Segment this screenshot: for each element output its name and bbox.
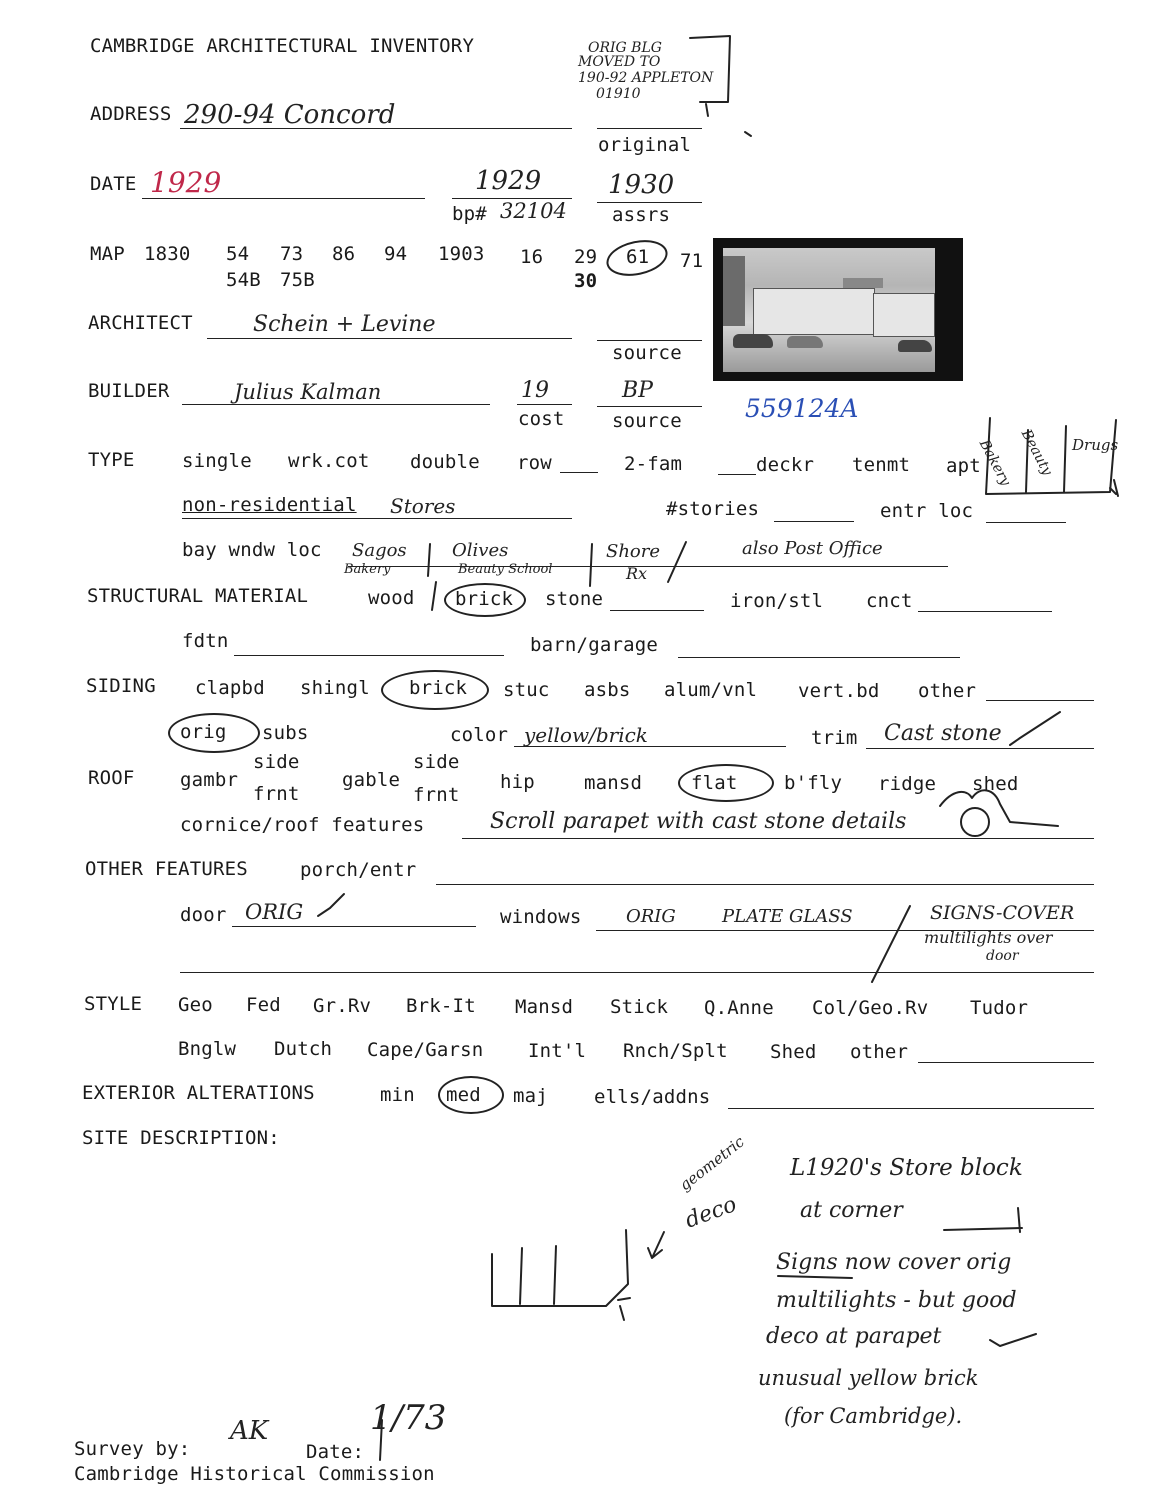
storefront-sketch: [554, 1246, 556, 1304]
bay-value: Olives: [452, 540, 509, 561]
windows-value: ORIG: [626, 906, 676, 927]
bay-value: Rx: [626, 564, 648, 583]
map-year: 1903: [438, 243, 485, 265]
tick-mark: [745, 132, 751, 136]
note-bracket-tail: [706, 104, 708, 116]
diagram-label: Beauty: [1017, 427, 1056, 479]
style-option: Geo: [178, 994, 213, 1016]
door-label: door: [180, 904, 227, 926]
bay-value: Sagos: [352, 540, 407, 561]
bay-value: Bakery: [344, 562, 391, 577]
side-label: side: [253, 751, 300, 773]
style-option: other: [850, 1041, 909, 1063]
style-option: Q.Anne: [704, 997, 774, 1019]
architect-label: ARCHITECT: [88, 312, 193, 334]
site-description-value: L1920's Store block: [790, 1155, 1023, 1181]
style-option: Int'l: [528, 1040, 587, 1062]
site-description-value: at corner: [800, 1198, 903, 1223]
frnt-label: frnt: [413, 784, 460, 806]
siding-option: vert.bd: [798, 680, 880, 702]
windows-value: SIGNS-COVER: [930, 902, 1075, 924]
exterior-option: med: [446, 1084, 481, 1106]
roof-option: gambr: [180, 769, 239, 791]
windows-label: windows: [500, 906, 582, 928]
non-residential-value: Stores: [390, 494, 456, 518]
type-option: 2-fam: [624, 453, 683, 475]
map-year: 86: [332, 243, 356, 265]
assrs-label: assrs: [612, 204, 671, 226]
survey-date-slash: [380, 1420, 382, 1460]
type-option: single: [182, 450, 252, 472]
date-label: DATE: [90, 173, 137, 195]
note-bracket: [690, 36, 730, 102]
check-mark: [318, 894, 344, 916]
door-value: ORIG: [245, 900, 304, 924]
survey-by-label: Survey by:: [74, 1438, 191, 1460]
bay-divider: [668, 542, 686, 582]
builder-value: Julius Kalman: [234, 380, 382, 404]
exterior-option: ells/addns: [594, 1086, 711, 1108]
sketch-note: geometric: [676, 1132, 748, 1195]
surveyor-value: AK: [230, 1416, 269, 1446]
form-title: CAMBRIDGE ARCHITECTURAL INVENTORY: [90, 35, 475, 57]
frnt-label: frnt: [253, 783, 300, 805]
style-option: Stick: [610, 996, 669, 1018]
map-year: 94: [384, 243, 408, 265]
subs-label: subs: [262, 722, 309, 744]
map-year: 54: [226, 243, 250, 265]
roof-option: flat: [691, 772, 738, 794]
siding-option: clapbd: [195, 677, 265, 699]
site-description-value: deco at parapet: [766, 1324, 942, 1349]
type-option: deckr: [756, 454, 815, 476]
map-year: 73: [280, 243, 304, 265]
bp-number-value: 32104: [500, 199, 567, 223]
assrs-year-value: 1930: [608, 170, 675, 200]
plan-divider: [1064, 426, 1066, 492]
cost-label: cost: [518, 408, 565, 430]
siding-label: SIDING: [86, 675, 156, 697]
diagram-label: Drugs: [1072, 436, 1119, 454]
orig-note-line4: 01910: [596, 86, 641, 102]
roof-option: gable: [342, 769, 401, 791]
original-label: original: [598, 134, 692, 156]
window-divider: [872, 906, 910, 982]
orig-note-line1: ORIG BLG: [588, 40, 662, 56]
non-residential-label: non-residential: [182, 494, 357, 516]
site-underline: [944, 1208, 1022, 1232]
siding-option: other: [918, 680, 977, 702]
style-option: Cape/Garsn: [367, 1039, 484, 1061]
bay-value: also Post Office: [742, 538, 883, 559]
commission-label: Cambridge Historical Commission: [74, 1463, 435, 1485]
cost-value: 19: [521, 378, 549, 403]
bay-divider: [590, 544, 592, 586]
check-mark: [990, 1334, 1036, 1346]
map-year: 71: [680, 250, 704, 272]
structural-label: STRUCTURAL MATERIAL: [87, 585, 309, 607]
bay-wndw-label: bay wndw loc: [182, 539, 322, 561]
site-description-value: (for Cambridge).: [784, 1404, 963, 1428]
style-option: Gr.Rv: [313, 995, 372, 1017]
style-option: Fed: [246, 994, 281, 1016]
building-plan-sketch: [986, 418, 1119, 494]
other-features-label: OTHER FEATURES: [85, 858, 248, 880]
type-option: tenmt: [852, 454, 911, 476]
entr-loc-label: entr loc: [880, 500, 974, 522]
style-option: Rnch/Splt: [623, 1040, 728, 1062]
style-option: Dutch: [274, 1038, 333, 1060]
roof-option: shed: [972, 773, 1019, 795]
structural-option: iron/stl: [730, 590, 824, 612]
date2-label: Date:: [306, 1441, 365, 1463]
exterior-label: EXTERIOR ALTERATIONS: [82, 1082, 315, 1104]
exterior-option: min: [380, 1084, 415, 1106]
fdtn-label: fdtn: [182, 630, 229, 652]
type-option: double: [410, 451, 480, 473]
siding-option: stuc: [503, 679, 550, 701]
type-label: TYPE: [88, 449, 135, 471]
struct-divider: [432, 582, 436, 610]
orig-note-line3: 190-92 APPLETON: [578, 70, 714, 86]
type-option: apt: [946, 455, 981, 477]
sketch-note: deco: [682, 1191, 741, 1234]
map-label: MAP: [90, 243, 125, 265]
style-label: STYLE: [84, 993, 143, 1015]
source-value: BP: [622, 378, 653, 403]
windows-value: PLATE GLASS: [722, 906, 853, 927]
orig-label: orig: [180, 721, 227, 743]
map-year: 61: [626, 246, 650, 268]
survey-date-value: 1/73: [370, 1398, 447, 1438]
parapet-sketch: [940, 790, 1058, 826]
map-year: 75B: [280, 269, 315, 291]
style-option: Brk-It: [406, 995, 476, 1017]
bay-value: Shore: [606, 541, 661, 562]
bay-value: Beauty School: [458, 562, 553, 577]
map-year: 54B: [226, 269, 261, 291]
side-label: side: [413, 751, 460, 773]
structural-option: wood: [368, 587, 415, 609]
date-value: 1929: [150, 166, 222, 199]
roof-option: ridge: [878, 773, 937, 795]
address-label: ADDRESS: [90, 103, 172, 125]
structural-option: brick: [455, 588, 514, 610]
site-description-value: multilights - but good: [776, 1288, 1017, 1313]
orig-note-line2: MOVED TO: [578, 54, 661, 70]
color-label: color: [450, 724, 509, 746]
trim-value: Cast stone: [884, 721, 1002, 746]
map-year: 16: [520, 246, 544, 268]
style-option: Shed: [770, 1041, 817, 1063]
structural-option: stone: [545, 588, 604, 610]
bp-label: bp#: [452, 203, 487, 225]
site-description-value: Signs now cover orig: [776, 1250, 1012, 1275]
style-option: Col/Geo.Rv: [812, 997, 929, 1019]
siding-option: brick: [409, 677, 468, 699]
storefront-sketch: [492, 1230, 628, 1306]
site-underline: [778, 1276, 852, 1278]
diagram-label: Bakery: [975, 437, 1014, 489]
type-option: wrk.cot: [288, 450, 370, 472]
roof-option: mansd: [584, 772, 643, 794]
stories-label: #stories: [666, 498, 760, 520]
photo-id-value: 559124A: [745, 394, 859, 423]
roof-option: b'fly: [784, 772, 843, 794]
architect-value: Schein + Levine: [253, 312, 436, 337]
address-value: 290-94 Concord: [184, 100, 396, 130]
cornice-label: cornice/roof features: [180, 814, 425, 836]
sketch-arrow: [618, 1298, 630, 1320]
builder-label: BUILDER: [88, 380, 170, 402]
trim-label: trim: [811, 727, 858, 749]
sketch-arrow: [648, 1232, 664, 1258]
bp-year-value: 1929: [475, 166, 542, 196]
site-description-label: SITE DESCRIPTION:: [82, 1127, 280, 1149]
storefront-sketch: [520, 1248, 522, 1304]
bay-divider: [428, 544, 430, 576]
porch-label: porch/entr: [300, 859, 417, 881]
style-option: Mansd: [515, 996, 574, 1018]
color-value: yellow/brick: [524, 723, 648, 747]
map-year: 29: [574, 246, 598, 268]
map-year: 30: [574, 270, 598, 292]
windows-value: door: [986, 948, 1019, 964]
map-year: 1830: [144, 243, 191, 265]
windows-value: multilights over: [924, 928, 1053, 947]
structural-option: cnct: [866, 590, 913, 612]
barn-label: barn/garage: [530, 634, 659, 656]
siding-option: alum/vnl: [664, 679, 758, 701]
source-label: source: [612, 342, 682, 364]
source2-label: source: [612, 410, 682, 432]
cornice-value: Scroll parapet with cast stone details: [490, 809, 907, 834]
roof-option: hip: [500, 771, 535, 793]
check-mark: [1010, 712, 1060, 745]
siding-option: asbs: [584, 679, 631, 701]
roof-label: ROOF: [88, 767, 135, 789]
parapet-ornament: [961, 808, 989, 836]
style-option: Tudor: [970, 997, 1029, 1019]
style-option: Bnglw: [178, 1038, 237, 1060]
siding-option: shingl: [300, 677, 370, 699]
plan-divider: [1026, 430, 1028, 492]
exterior-option: maj: [513, 1085, 548, 1107]
site-description-value: unusual yellow brick: [758, 1366, 979, 1390]
type-option: row: [517, 452, 552, 474]
